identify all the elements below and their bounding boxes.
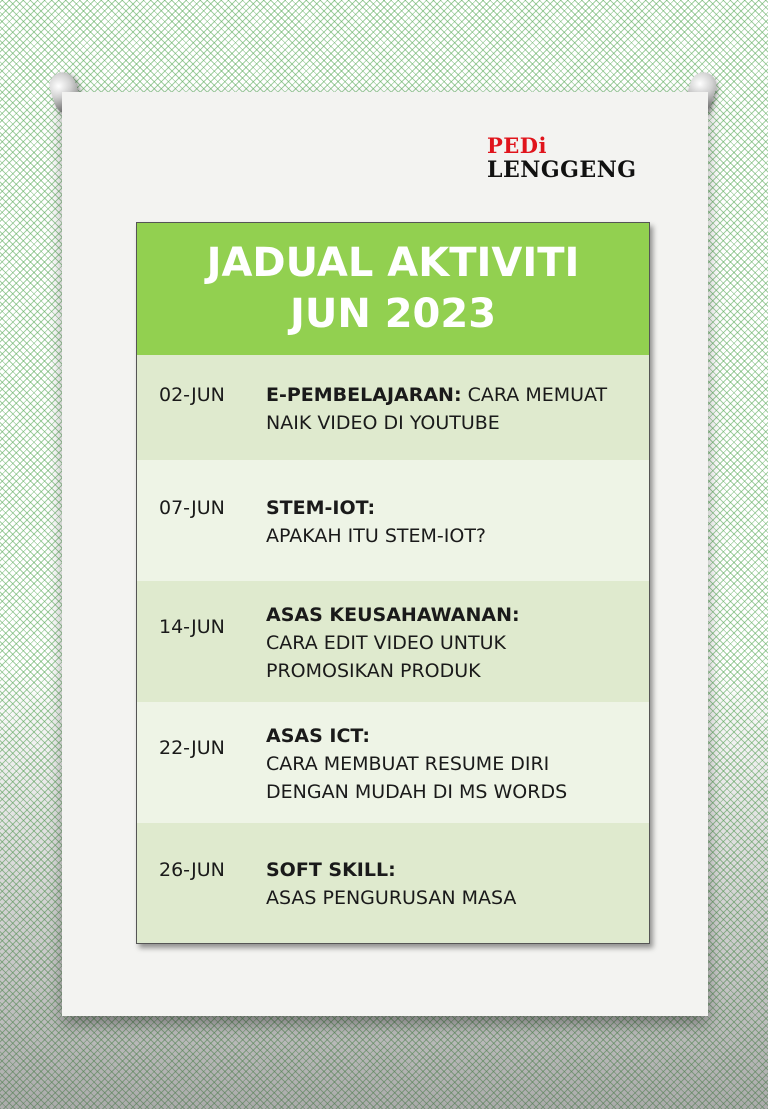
activity-category: E-PEMBELAJARAN: bbox=[266, 384, 462, 406]
activity-date: 22-JUN bbox=[159, 737, 225, 759]
activity-description bbox=[266, 722, 649, 823]
activity-detail: NAIK VIDEO DI YOUTUBE bbox=[266, 412, 500, 434]
brand-logo bbox=[487, 134, 667, 183]
activity-first-line bbox=[266, 381, 639, 409]
activity-detail: APAKAH ITU STEM-IOT? bbox=[266, 525, 487, 547]
activity-category: SOFT SKILL: bbox=[266, 859, 396, 881]
brand-line-2: LENGGENG bbox=[487, 157, 637, 184]
activity-description bbox=[266, 601, 649, 702]
activity-description bbox=[266, 856, 649, 941]
activity-description bbox=[266, 494, 649, 581]
activity-detail: CARA MEMBUAT RESUME DIRI bbox=[266, 753, 550, 775]
activity-detail: PROMOSIKAN PRODUK bbox=[266, 660, 481, 682]
activity-row bbox=[137, 823, 649, 941]
activity-detail: DENGAN MUDAH DI MS WORDS bbox=[266, 781, 568, 803]
activity-row bbox=[137, 581, 649, 702]
activity-row bbox=[137, 702, 649, 823]
brand-line-1: PEDi bbox=[487, 133, 547, 158]
activity-row bbox=[137, 460, 649, 581]
schedule-table bbox=[136, 222, 650, 944]
activity-date: 26-JUN bbox=[159, 859, 225, 881]
activity-category: ASAS ICT: bbox=[266, 725, 370, 747]
activity-description bbox=[266, 381, 649, 460]
activity-detail: CARA EDIT VIDEO UNTUK bbox=[266, 632, 506, 654]
schedule-title bbox=[137, 223, 649, 355]
title-line-2: JUN 2023 bbox=[289, 291, 497, 337]
activity-inline-text: CARA MEMUAT bbox=[461, 384, 608, 406]
activity-category: STEM-IOT: bbox=[266, 497, 376, 519]
activity-category: ASAS KEUSAHAWANAN: bbox=[266, 604, 520, 626]
activity-date: 07-JUN bbox=[159, 497, 225, 519]
activity-detail: ASAS PENGURUSAN MASA bbox=[266, 887, 517, 909]
activity-date: 14-JUN bbox=[159, 616, 225, 638]
activity-row bbox=[137, 355, 649, 460]
activity-date: 02-JUN bbox=[159, 384, 225, 406]
title-line-1: JADUAL AKTIVITI bbox=[206, 239, 580, 286]
